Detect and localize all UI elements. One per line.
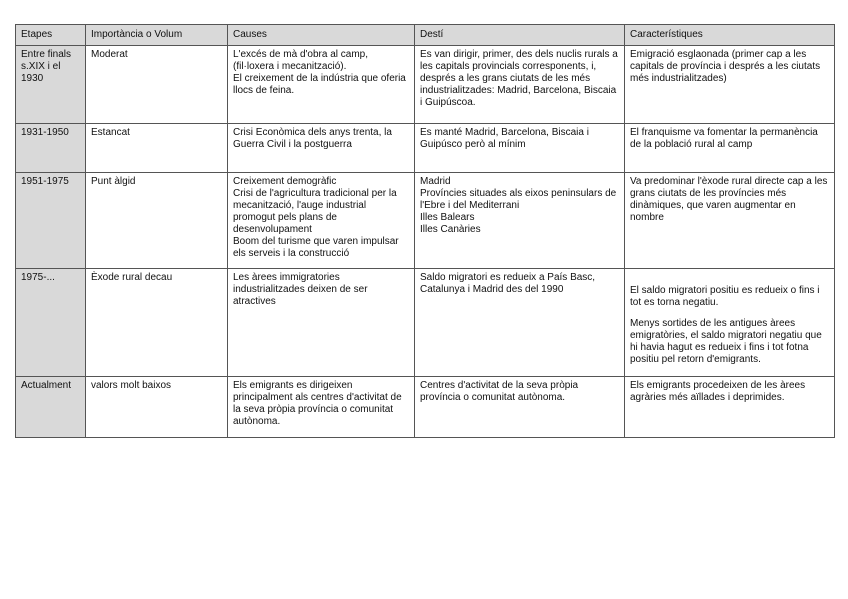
caracteristiques-line: El franquisme va fomentar la permanència de la població rural al camp — [630, 127, 818, 150]
table-row — [16, 124, 835, 173]
caracteristiques-cell — [625, 124, 835, 173]
desti-line: Províncies situades als eixos peninsulars de l'Ebre i del Mediterrani — [420, 188, 617, 211]
volum-cell: valors molt baixos — [86, 377, 228, 438]
etapa-cell: Actualment — [16, 377, 86, 438]
caracteristiques-cell — [625, 46, 835, 124]
causes-cell — [228, 173, 415, 269]
table-body — [16, 46, 835, 438]
causes-line: Crisi Econòmica dels anys trenta, la Guerra Civil i la postguerra — [233, 127, 392, 150]
header-causes: Causes — [228, 25, 415, 46]
header-desti: Destí — [415, 25, 625, 46]
caracteristiques-line: Els emigrants procedeixen de les àrees agràries més aïllades i deprimides. — [630, 380, 806, 403]
causes-line: (fil·loxera i mecanització). — [233, 61, 347, 72]
desti-line: Illes Balears — [420, 212, 475, 223]
header-row — [16, 25, 835, 46]
table-row — [16, 173, 835, 269]
spacer — [630, 272, 829, 285]
caracteristiques-cell — [625, 269, 835, 377]
desti-line: Saldo migratori es redueix a País Basc, Catalunya i Madrid des del 1990 — [420, 272, 596, 295]
desti-line: Es van dirigir, primer, des dels nuclis rurals a les capitals provincials corresponents, i, després a les grans ciutats de les més industrialitzades: Madrid, Barcelona, Biscaia i Guipúscoa. — [420, 49, 618, 108]
migration-stages-table — [15, 24, 835, 438]
header-caracteristiques: Característiques — [625, 25, 835, 46]
etapa-cell: 1931-1950 — [16, 124, 86, 173]
table-header — [16, 25, 835, 46]
header-importancia: Importància o Volum — [86, 25, 228, 46]
causes-line: Els emigrants es dirigeixen principalment als centres d'activitat de la seva pròpia província o comunitat autònoma. — [233, 380, 402, 427]
desti-line: Illes Canàries — [420, 224, 481, 235]
causes-line: L'excés de mà d'obra al camp, — [233, 49, 368, 60]
desti-cell — [415, 124, 625, 173]
caracteristiques-line: Va predominar l'èxode rural directe cap a les grans ciutats de les províncies més dinàmiques, que varen augmentar en nombre — [630, 176, 828, 223]
causes-line: Crisi de l'agricultura tradicional per la mecanització, l'auge industrial promogut pels plans de desenvolupament — [233, 188, 397, 235]
table-row — [16, 377, 835, 438]
desti-line: Centres d'activitat de la seva pròpia província o comunitat autònoma. — [420, 380, 579, 403]
table-row — [16, 46, 835, 124]
caracteristiques-cell — [625, 377, 835, 438]
volum-cell: Punt àlgid — [86, 173, 228, 269]
desti-cell — [415, 46, 625, 124]
caracteristiques-line: El saldo migratori positiu es redueix o fins i tot es torna negatiu. — [630, 285, 820, 308]
volum-cell: Èxode rural decau — [86, 269, 228, 377]
causes-cell — [228, 124, 415, 173]
spacer — [630, 309, 829, 318]
causes-cell — [228, 269, 415, 377]
table-row — [16, 269, 835, 377]
causes-cell — [228, 377, 415, 438]
causes-cell — [228, 46, 415, 124]
causes-line: Boom del turisme que varen impulsar els serveis i la construcció — [233, 236, 399, 259]
etapa-cell: Entre finals s.XIX i el 1930 — [16, 46, 86, 124]
etapa-cell: 1975-... — [16, 269, 86, 377]
desti-line: Madrid — [420, 176, 451, 187]
header-etapes: Etapes — [16, 25, 86, 46]
causes-line: El creixement de la indústria que oferia llocs de feina. — [233, 73, 406, 96]
volum-cell: Moderat — [86, 46, 228, 124]
caracteristiques-cell — [625, 173, 835, 269]
desti-cell — [415, 173, 625, 269]
causes-line: Creixement demogràfic — [233, 176, 337, 187]
desti-cell — [415, 269, 625, 377]
caracteristiques-line: Emigració esglaonada (primer cap a les capitals de província i després a les ciutats més industrialitzades) — [630, 49, 821, 84]
volum-cell: Estancat — [86, 124, 228, 173]
etapa-cell: 1951-1975 — [16, 173, 86, 269]
desti-line: Es manté Madrid, Barcelona, Biscaia i Guipúsco però al mínim — [420, 127, 589, 150]
caracteristiques-line: Menys sortides de les antigues àrees emigratòries, el saldo migratori negatiu que hi havia hagut es redueix i fins i tot fotna positiu pel retorn d'emigrants. — [630, 318, 822, 365]
causes-line: Les àrees immigratories industrialitzades deixen de ser atractives — [233, 272, 368, 307]
desti-cell — [415, 377, 625, 438]
